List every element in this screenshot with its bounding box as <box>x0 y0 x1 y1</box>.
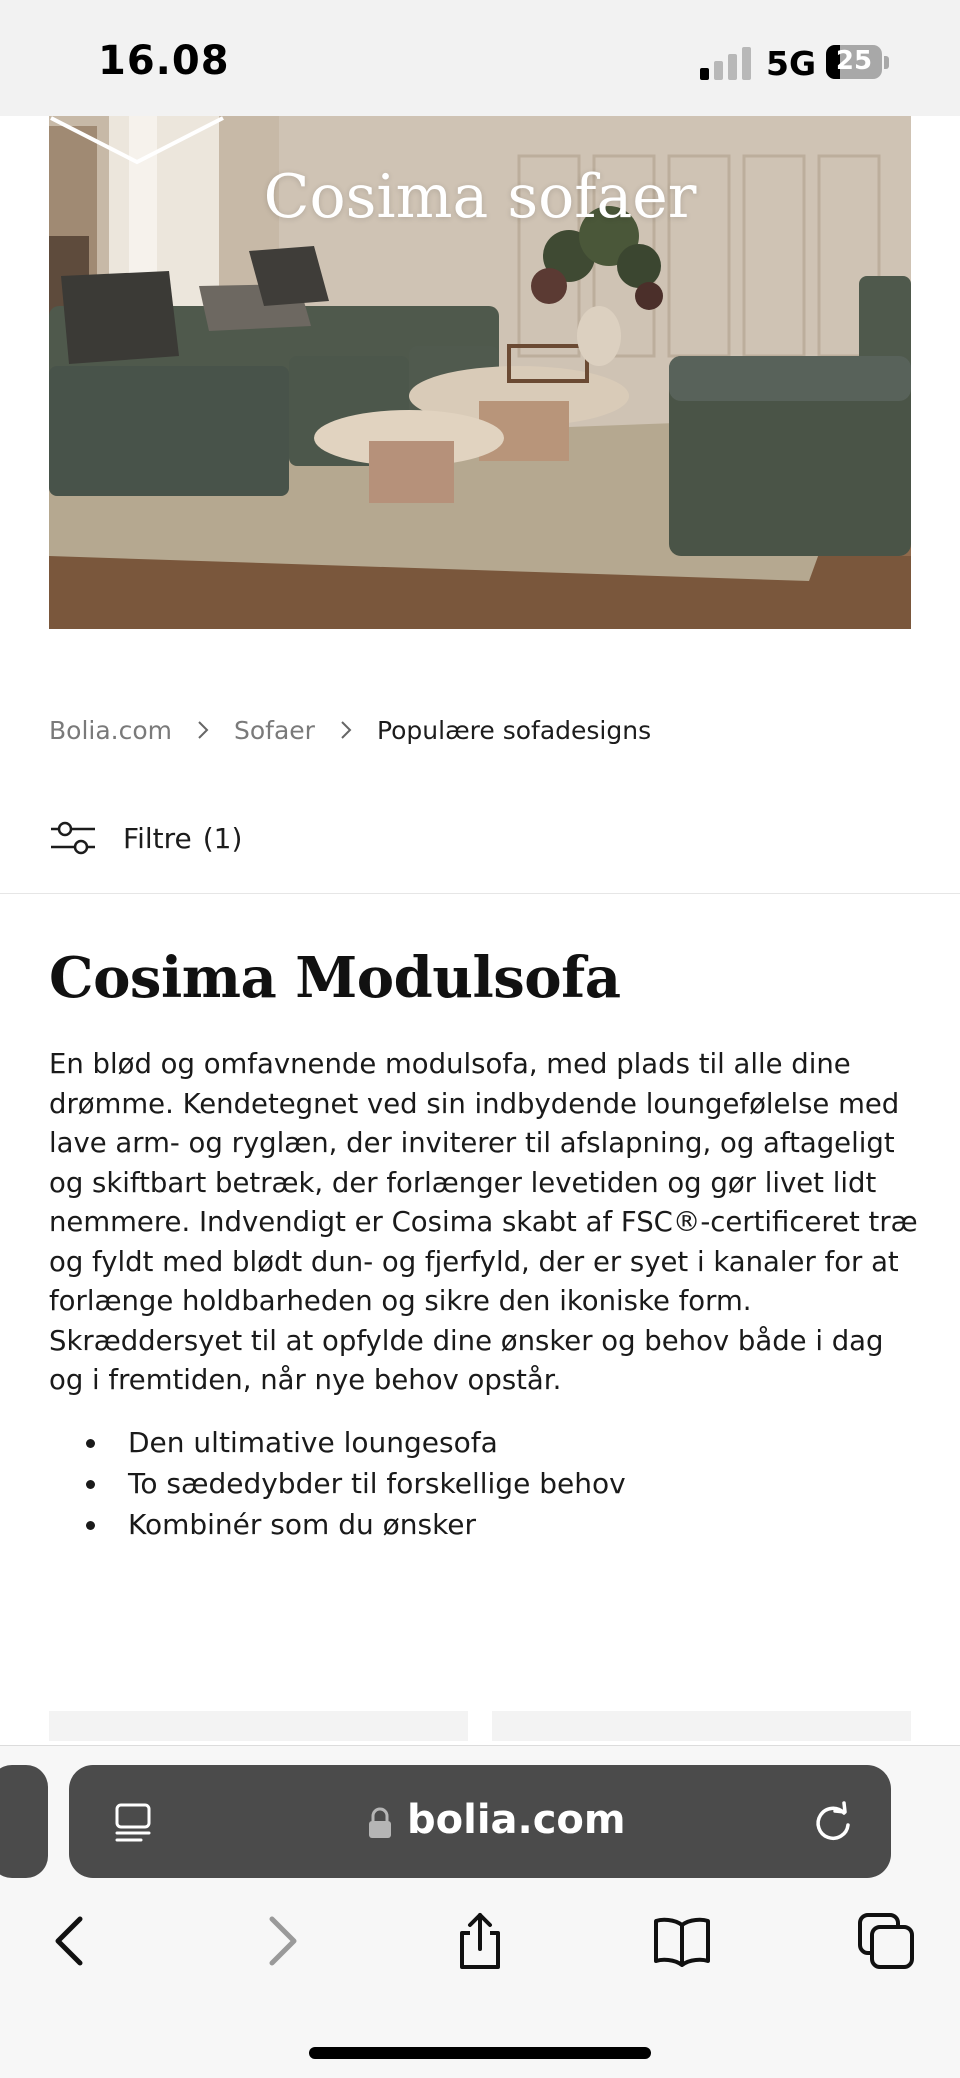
product-card[interactable] <box>49 1711 468 1741</box>
feature-item: • Den ultimative loungesofa <box>110 1422 910 1463</box>
hero-title: Cosima sofaer <box>263 162 697 232</box>
status-bar <box>0 0 960 116</box>
battery-cap <box>884 56 889 69</box>
reload-icon[interactable] <box>811 1801 855 1845</box>
breadcrumb <box>49 713 651 747</box>
back-icon[interactable] <box>42 1911 102 1971</box>
battery-icon <box>826 45 882 79</box>
previous-tab-peek[interactable] <box>0 1765 48 1878</box>
chevron-down-icon[interactable] <box>49 116 225 166</box>
product-card[interactable] <box>492 1711 911 1741</box>
filter-button[interactable] <box>49 818 242 858</box>
filter-label: Filtre <box>123 821 192 855</box>
address-bar[interactable] <box>69 1765 891 1878</box>
divider <box>0 893 960 894</box>
url-text[interactable]: bolia.com <box>407 1797 626 1843</box>
reader-mode-icon[interactable] <box>111 1801 155 1845</box>
status-time: 16.08 <box>98 38 230 84</box>
product-title: Cosima Modulsofa <box>49 945 621 1011</box>
share-icon[interactable] <box>450 1911 510 1971</box>
product-description: En blød og omfavnende modulsofa, med plads til alle dine drømme. Kendetegnet ved sin indbydende loungefølelse med lave arm- og ryglæn, der inviterer til afslapning, og aftageligt og skiftbart betræk, der forlænger levetiden og gør livet lidt nemmere. Indvendigt er Cosima skabt af FSC®-certificeret træ og fyldt med blødt dun- og fjerfyld, der er syet i kanaler for at forlænge holdbarheden og sikre den ikoniske form. Skræddersyet til at opfylde dine ønsker og behov både i dag og i fremtiden, når nye behov opstår. <box>49 1048 918 1396</box>
signal-icon <box>700 46 752 80</box>
chevron-right-icon <box>196 719 210 741</box>
breadcrumb-sofas-link[interactable]: Sofaer <box>234 715 315 745</box>
chevron-right-icon <box>339 719 353 741</box>
home-indicator[interactable] <box>309 2047 651 2059</box>
battery-level: 25 <box>835 46 873 76</box>
sliders-icon <box>49 820 97 856</box>
feature-item: • Kombinér som du ønsker <box>110 1504 910 1545</box>
network-label: 5G <box>766 44 817 83</box>
browser-toolbar <box>0 1745 960 2078</box>
breadcrumb-home-link[interactable]: Bolia.com <box>49 715 172 745</box>
feature-list <box>110 1422 910 1545</box>
forward-icon[interactable] <box>250 1911 310 1971</box>
lock-icon <box>367 1807 393 1839</box>
bookmarks-icon[interactable] <box>652 1911 712 1971</box>
filter-count: (1) <box>202 821 243 855</box>
hero-banner[interactable] <box>49 116 911 629</box>
feature-item: • To sædedybder til forskellige behov <box>110 1463 910 1504</box>
tabs-icon[interactable] <box>856 1911 916 1971</box>
breadcrumb-current: Populære sofadesigns <box>376 715 652 745</box>
